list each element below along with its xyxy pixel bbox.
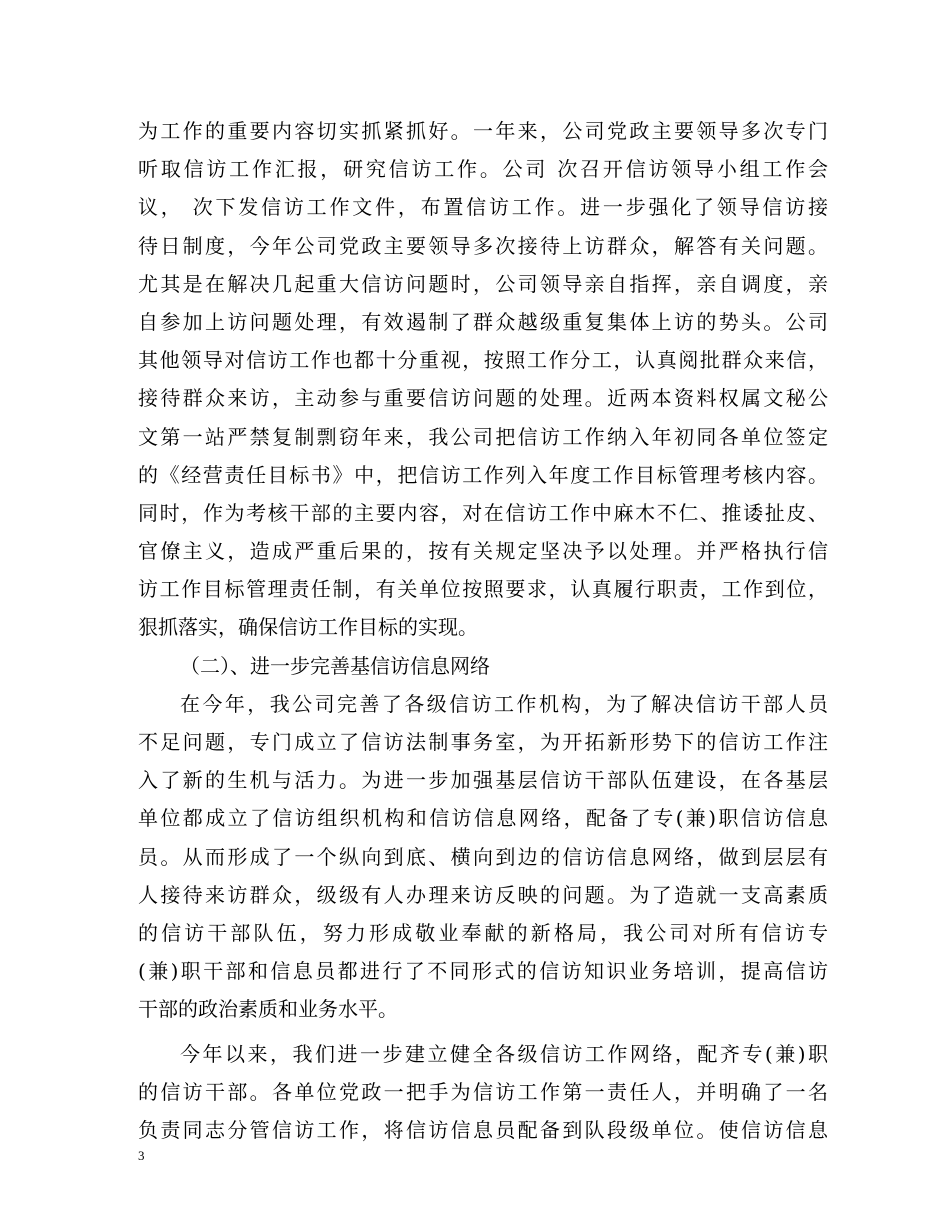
text-line: 员。从而形成了一个纵向到底、横向到边的信访信息网络，做到层层有	[138, 844, 828, 869]
text-line: 同时，作为考核干部的主要内容，对在信访工作中麻木不仁、推诿扯皮、	[138, 500, 828, 525]
text-line: 的《经营责任目标书》中，把信访工作列入年度工作目标管理考核内容。	[138, 462, 828, 487]
text-line: 今年以来，我们进一步建立健全各级信访工作网络，配齐专(兼)职	[180, 1041, 828, 1066]
text-line: 入了新的生机与活力。为进一步加强基层信访干部队伍建设，在各基层	[138, 768, 828, 793]
text-line: 议， 次下发信访工作文件，布置信访工作。进一步强化了领导信访接	[138, 195, 828, 220]
text-line: 狠抓落实，确保信访工作目标的实现。	[138, 615, 478, 640]
text-line: (兼)职干部和信息员都进行了不同形式的信访知识业务培训，提高信访	[138, 959, 828, 984]
text-line: 接待群众来访，主动参与重要信访问题的处理。近两本资料权属文秘公	[138, 386, 828, 411]
text-line: 官僚主义，造成严重后果的，按有关规定坚决予以处理。并严格执行信	[138, 539, 828, 564]
text-line: 自参加上访问题处理，有效遏制了群众越级重复集体上访的势头。公司	[138, 309, 828, 334]
text-line: 的信访干部。各单位党政一把手为信访工作第一责任人，并明确了一名	[138, 1079, 828, 1104]
text-line: 不足问题，专门成立了信访法制事务室，为开拓新形势下的信访工作注	[138, 730, 828, 754]
text-line: 为工作的重要内容切实抓紧抓好。一年来，公司党政主要领导多次专门	[138, 119, 828, 143]
text-line: 在今年，我公司完善了各级信访工作机构，为了解决信访干部人员	[180, 691, 828, 716]
text-line: 文第一站严禁复制剽窃年来，我公司把信访工作纳入年初同各单位签定	[138, 424, 828, 449]
text-line: 待日制度，今年公司党政主要领导多次接待上访群众，解答有关问题。	[138, 233, 828, 258]
document-body	[138, 112, 828, 1149]
text-line: 听取信访工作汇报，研究信访工作。公司 次召开信访领导小组工作会	[138, 157, 828, 182]
section-heading: （二）、进一步完善基信访信息网络	[180, 653, 490, 678]
page-number: 3	[138, 1148, 145, 1163]
text-line: 单位都成立了信访组织机构和信访信息网络，配备了专(兼)职信访信息	[138, 806, 828, 831]
text-line: 其他领导对信访工作也都十分重视，按照工作分工，认真阅批群众来信，	[138, 348, 828, 373]
text-line: 尤其是在解决几起重大信访问题时，公司领导亲自指挥，亲自调度，亲	[138, 271, 828, 296]
text-line: 人接待来访群众，级级有人办理来访反映的问题。为了造就一支高素质	[138, 882, 828, 907]
text-line: 访工作目标管理责任制，有关单位按照要求，认真履行职责，工作到位，	[138, 577, 828, 602]
text-line: 负责同志分管信访工作，将信访信息员配备到队段级单位。使信访信息	[138, 1117, 828, 1142]
text-line: 的信访干部队伍，努力形成敬业奉献的新格局，我公司对所有信访专	[138, 920, 828, 945]
text-line: 干部的政治素质和业务水平。	[138, 997, 398, 1022]
